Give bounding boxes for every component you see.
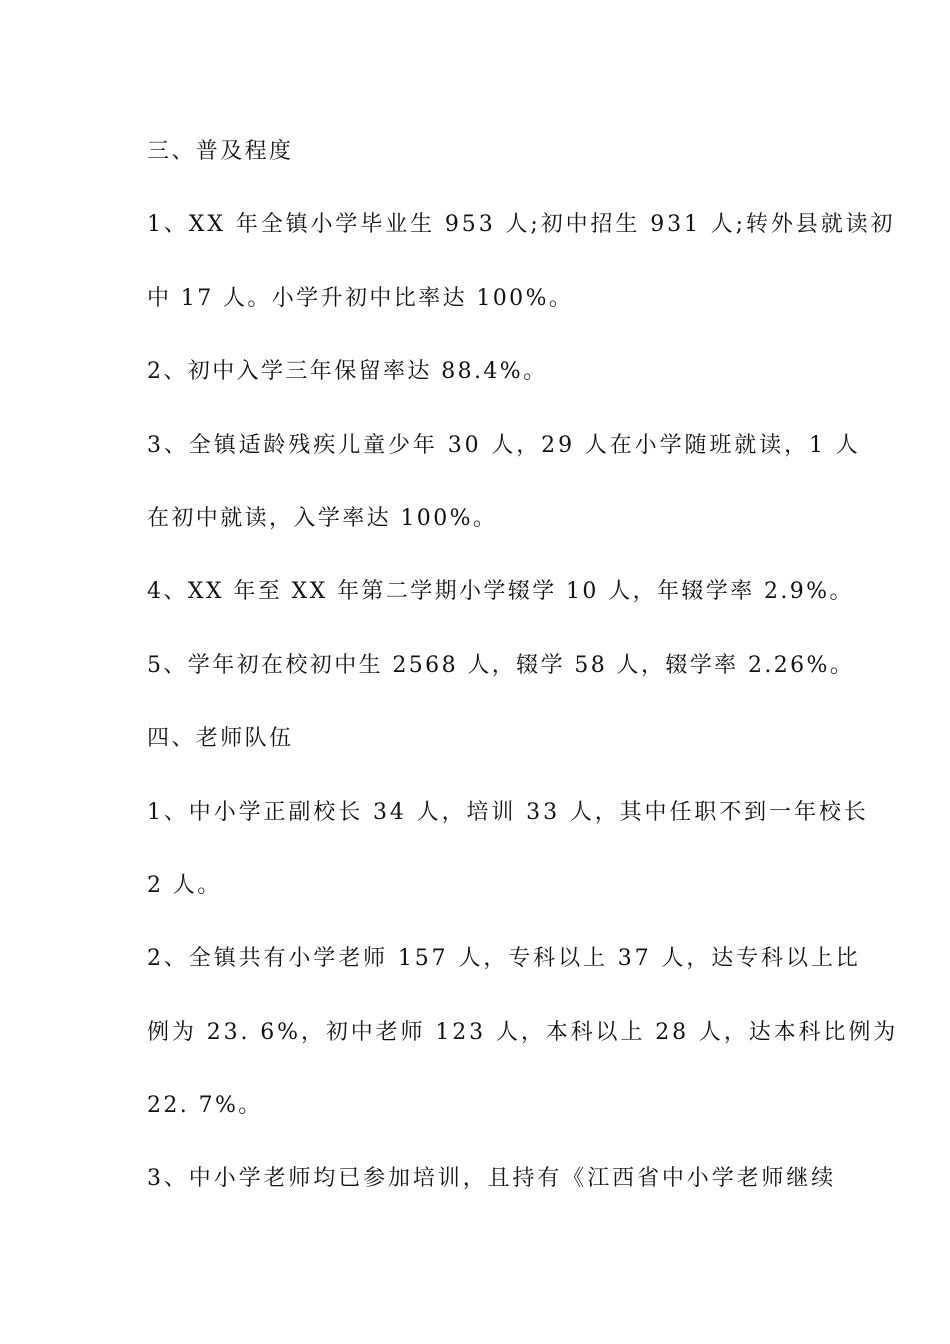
paragraph-line: 1、XX 年全镇小学毕业生 953 人;初中招生 931 人;转外县就读初 xyxy=(147,212,896,238)
paragraph-line: 中 17 人。小学升初中比率达 100%。 xyxy=(147,285,574,311)
section-heading-popularization: 三、普及程度 xyxy=(147,139,294,164)
paragraph-line: 3、中小学老师均已参加培训，且持有《江西省中小学老师继续 xyxy=(147,1166,837,1192)
paragraph-line: 例为 23. 6%，初中老师 123 人，本科以上 28 人，达本科比例为 xyxy=(147,1019,899,1045)
document-body xyxy=(147,128,899,1229)
paragraph-line: 4、XX 年至 XX 年第二学期小学辍学 10 人，年辍学率 2.9%。 xyxy=(147,579,854,605)
paragraph-line: 22. 7%。 xyxy=(147,1093,263,1119)
paragraph-line: 1、中小学正副校长 34 人，培训 33 人，其中任职不到一年校长 xyxy=(147,799,869,825)
paragraph-line: 5、学年初在校初中生 2568 人，辍学 58 人，辍学率 2.26%。 xyxy=(147,652,855,678)
paragraph-line: 2 人。 xyxy=(147,872,222,898)
section-heading-teachers: 四、老师队伍 xyxy=(147,726,294,752)
paragraph-line: 2、全镇共有小学老师 157 人，专科以上 37 人，达专科以上比 xyxy=(147,946,861,972)
paragraph-line: 在初中就读，入学率达 100%。 xyxy=(147,505,498,531)
paragraph-line: 3、全镇适龄残疾儿童少年 30 人，29 人在小学随班就读，1 人 xyxy=(147,432,861,458)
paragraph-line: 2、初中入学三年保留率达 88.4%。 xyxy=(147,359,548,385)
